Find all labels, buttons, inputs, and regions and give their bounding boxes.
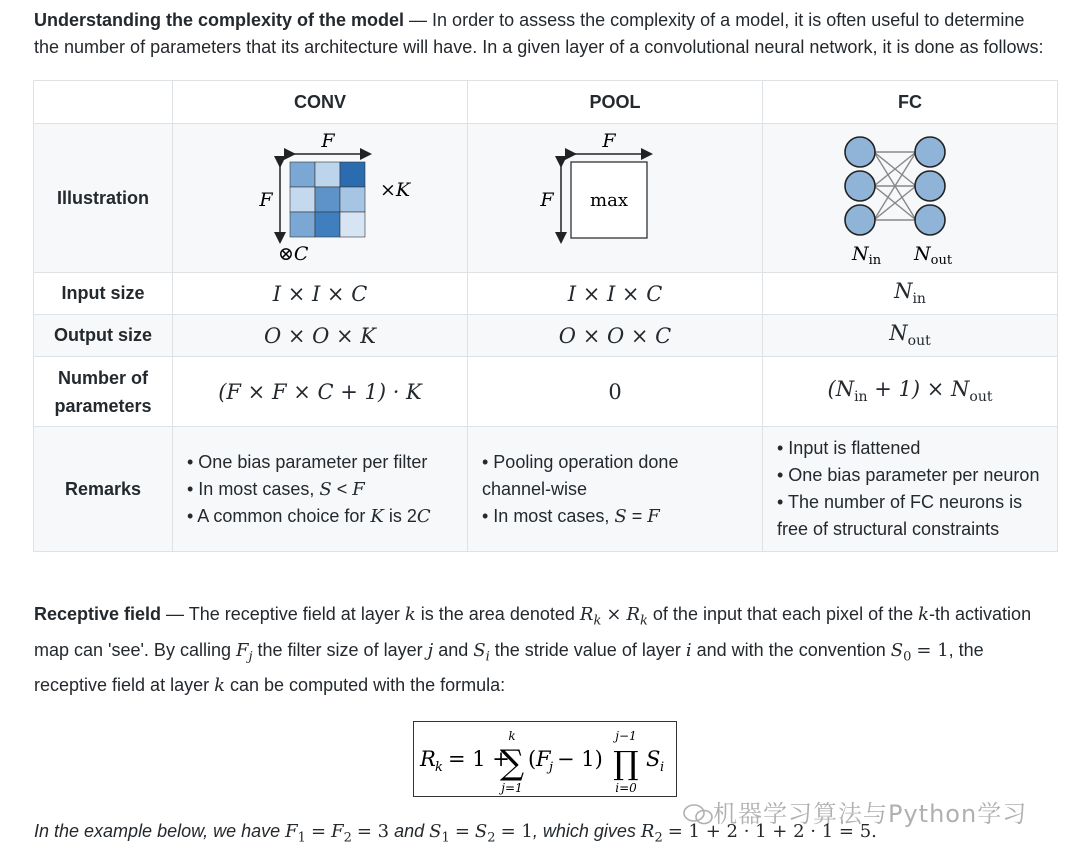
conv-times-k-label: ×K [380,178,411,201]
fc-nin-label: $N_{in}$ [852,242,882,266]
row-label-parameters: Number of parameters [34,357,173,427]
receptive-field-paragraph: Receptive field — The receptive field at layer k is the area denoted $R_k \times R_k$ of the input that each pixel of the k-th activation map can 'see'. By calling $F_j$ the filter size of layer j and $S_i$ the stride value of layer i and with the convention $S_0 = 1$, the receptive field at layer k can be computed with the formula: [34,604,1032,697]
svg-text:k: k [508,729,516,743]
pool-output-size: O × O × C [468,315,763,357]
formula-svg [414,722,676,796]
conv-f-top-label: F [321,129,335,152]
conv-illustration [173,124,468,273]
fc-remark-3: • The number of FC neurons is [777,492,1023,512]
svg-text:(: ( [528,747,537,771]
table-row-illustration [34,124,1058,273]
svg-text:i=0: i=0 [615,781,637,795]
pool-remarks [468,427,763,552]
table-header-row [34,81,1058,124]
pool-parameters: 0 [468,357,763,427]
pool-remark-1-cont: channel-wise [482,478,588,499]
svg-text:j: j [549,760,554,775]
svg-text:= 1 +: = 1 + [448,747,510,771]
svg-text:− 1): − 1) [557,747,603,771]
svg-text:S: S [646,747,661,771]
conv-output-size: O × O × K [173,315,468,357]
header-fc: FC [763,81,1058,124]
fc-parameters: $(N_{in} + 1) \times N_{out}$ [763,357,1058,427]
conv-input-size: I × I × C [173,273,468,315]
row-label-remarks: Remarks [34,427,173,552]
svg-text:∏: ∏ [613,744,639,782]
intro-text: — In order to assess the complexity of a model, it is often useful to determine the number of parameters that its architecture will have. In a given layer of a convolutional neural network, it is done as follows: [34,10,1044,57]
fc-diagram [830,126,990,266]
fc-remark-3-cont: free of structural constraints [777,519,1000,539]
intro-title: Understanding the complexity of the model [34,10,405,30]
receptive-field-formula [413,721,677,797]
svg-text:k: k [435,760,443,775]
header-conv: CONV [173,81,468,124]
conv-parameters: (F × F × C + 1) · K [173,357,468,427]
row-label-input-size: Input size [34,273,173,315]
header-empty [34,81,173,124]
pool-f-left-label: F [540,188,554,211]
intro-paragraph [34,7,1049,61]
conv-remark-3: • A common choice for K is 2C [187,505,431,527]
receptive-title: Receptive field [34,604,162,624]
conv-otimes-c-label: ⊗C [278,242,309,265]
pool-remark-1: • Pooling operation done [482,451,679,472]
pool-input-size: I × I × C [468,273,763,315]
svg-text:F: F [536,747,551,771]
svg-text:j=1: j=1 [501,781,523,795]
table-row-input-size [34,273,1058,315]
conv-filter-diagram [220,126,420,266]
header-pool: POOL [468,81,763,124]
conv-remark-1: • One bias parameter per filter [187,451,428,472]
svg-text:i: i [660,760,665,775]
fc-nout-label: $N_{out}$ [914,242,953,266]
pool-diagram [535,126,695,266]
svg-text:∑: ∑ [499,743,525,783]
fc-remark-2: • One bias parameter per neuron [777,465,1040,485]
conv-remarks [173,427,468,552]
svg-text:R: R [420,747,436,771]
fc-remark-1: • Input is flattened [777,438,921,458]
pool-remark-2: • In most cases, S = F [482,505,660,527]
row-label-output-size: Output size [34,315,173,357]
fc-input-size: $N_{in}$ [763,273,1058,315]
svg-text:j−1: j−1 [615,729,637,743]
example-line: In the example below, we have $F_1 = F_2 = 3$ and $S_1 = S_2 = 1$, which gives $R_2 = 1 + 2 \cdot 1 + 2 \cdot 1 = 5$. [34,821,877,846]
pool-illustration [468,124,763,273]
pool-max-label: max [590,189,628,211]
conv-remark-2: • In most cases, S < F [187,478,365,500]
table-row-parameters [34,357,1058,427]
layer-complexity-table [33,80,1058,552]
watermark: 机器学习算法与Python学习 [683,794,1027,829]
conv-f-left-label: F [259,188,273,211]
fc-remarks [763,427,1058,552]
row-label-illustration: Illustration [34,124,173,273]
conv-filter-grid [290,162,365,237]
table-row-output-size [34,315,1058,357]
fc-output-size: $N_{out}$ [763,315,1058,357]
pool-f-top-label: F [602,129,616,152]
fc-illustration [763,124,1058,273]
table-row-remarks [34,427,1058,552]
